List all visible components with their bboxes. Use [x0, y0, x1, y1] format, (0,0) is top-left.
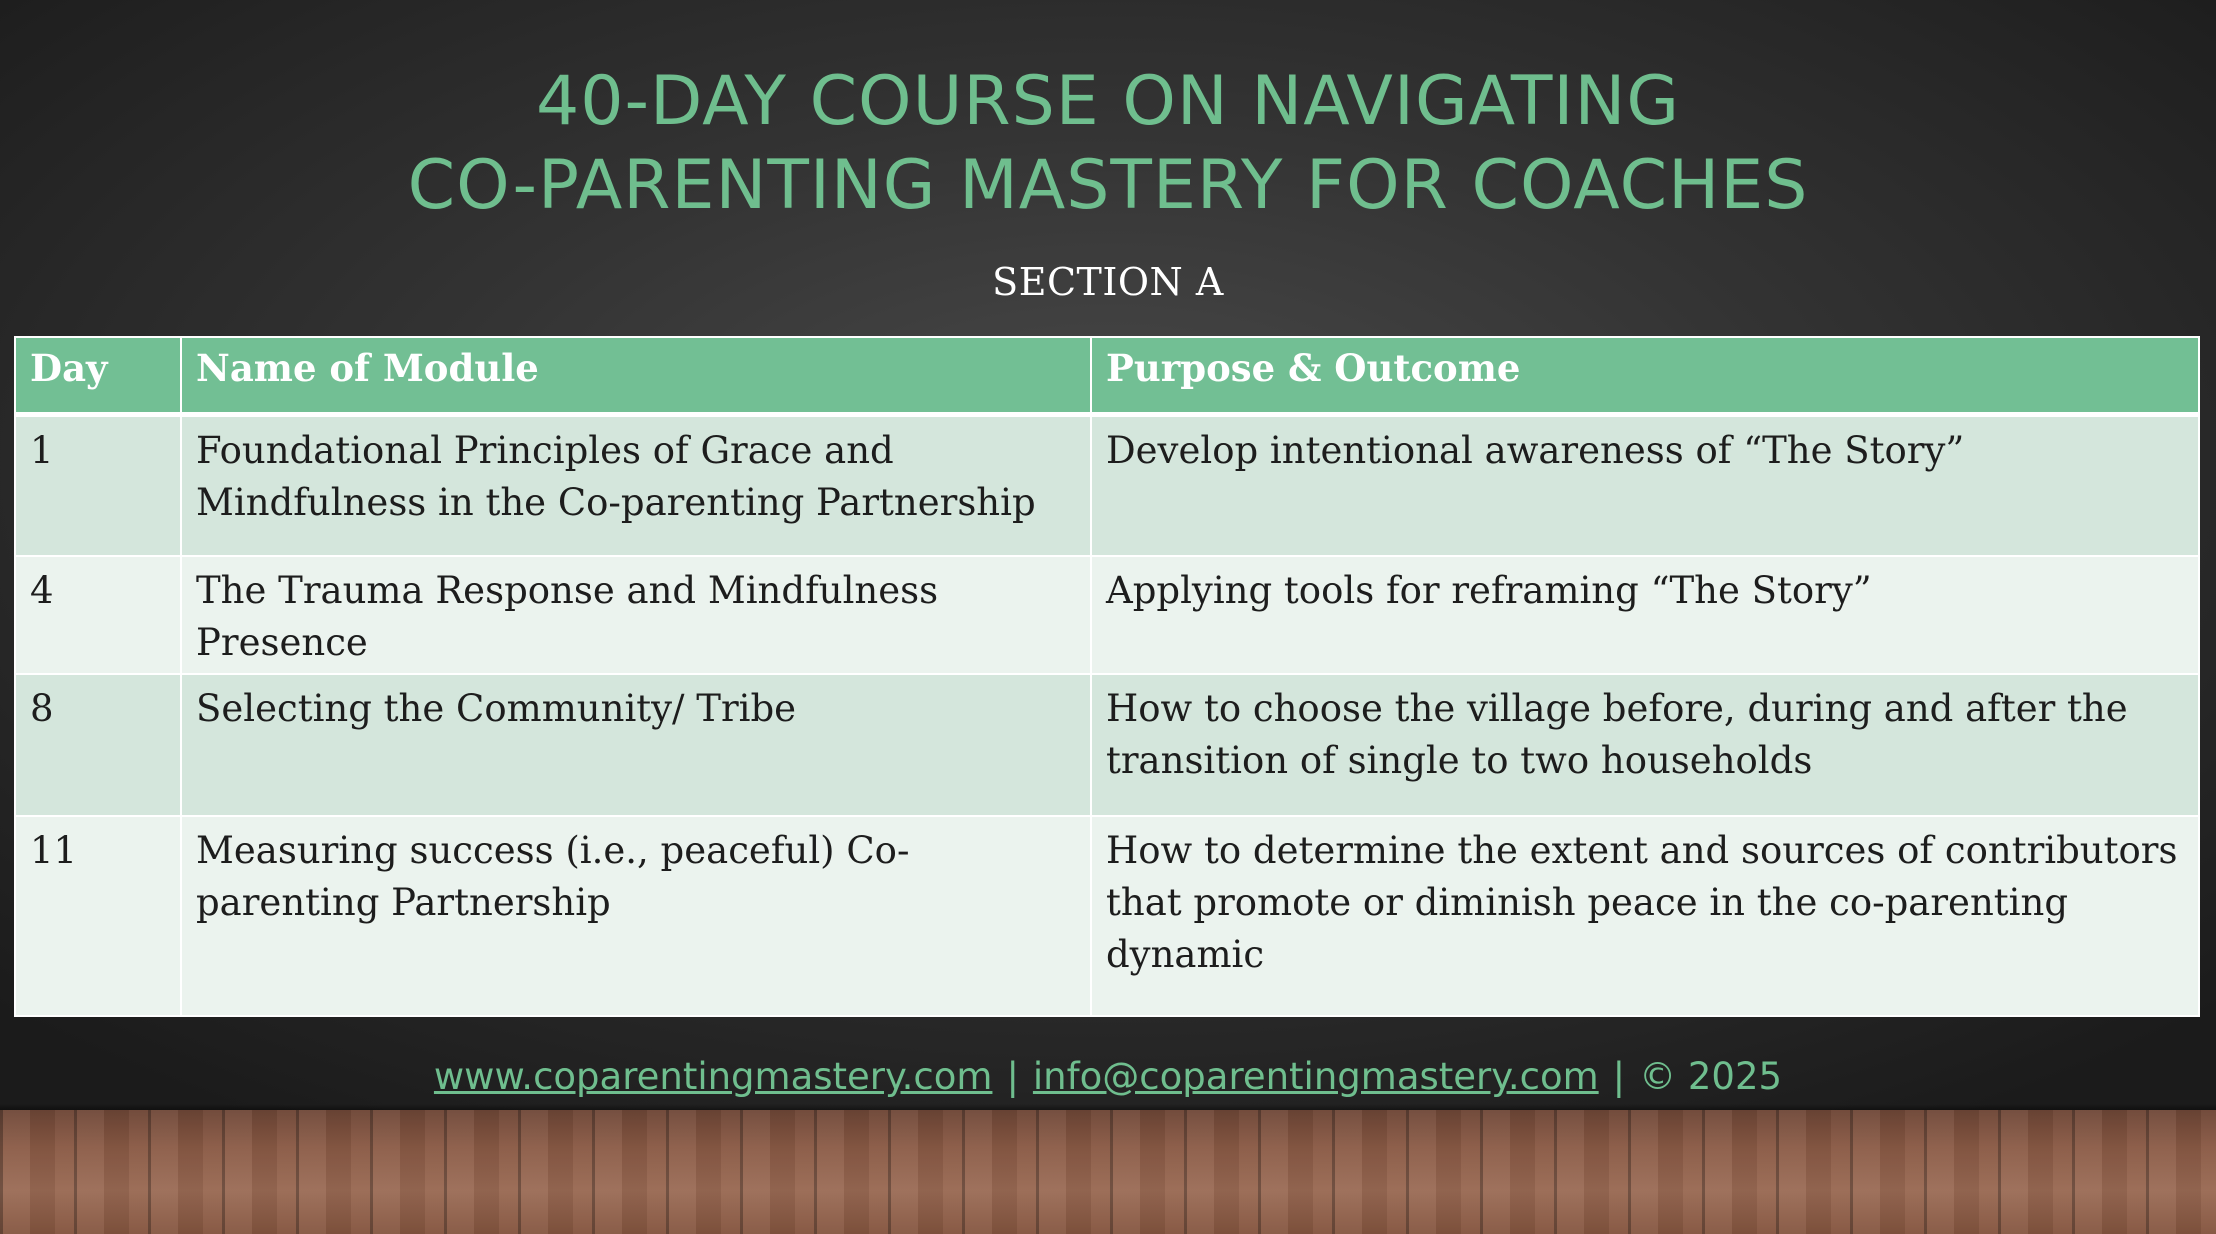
table-row — [15, 816, 2199, 1016]
copyright: © 2025 — [1639, 1055, 1783, 1098]
title-line-1: 40-DAY COURSE ON NAVIGATING — [535, 62, 1681, 141]
footer — [0, 1052, 2216, 1102]
header-day: Day — [15, 337, 181, 415]
cell-module: Selecting the Community/ Tribe — [181, 674, 1091, 816]
cell-module: Measuring success (i.e., peaceful) Co-parenting Partnership — [181, 816, 1091, 1016]
footer-separator: | — [1612, 1055, 1626, 1098]
cell-day: 1 — [15, 415, 181, 557]
title-line-2: CO-PARENTING MASTERY FOR COACHES — [407, 146, 1809, 225]
section-label: SECTION A — [992, 260, 1224, 304]
table-row — [15, 415, 2199, 557]
cell-module: The Trauma Response and Mindfulness Presence — [181, 556, 1091, 674]
table-header-row — [15, 337, 2199, 415]
cell-purpose: Applying tools for reframing “The Story” — [1091, 556, 2199, 674]
cell-purpose: How to choose the village before, during and after the transition of single to two households — [1091, 674, 2199, 816]
module-table — [14, 336, 2200, 1017]
email-link[interactable]: info@coparentingmastery.com — [1032, 1055, 1599, 1098]
cell-purpose: How to determine the extent and sources of contributors that promote or diminish peace in the co-parenting dynamic — [1091, 816, 2199, 1016]
footer-separator: | — [1006, 1055, 1019, 1098]
table-row — [15, 556, 2199, 674]
cell-module: Foundational Principles of Grace and Mindfulness in the Co-parenting Partnership — [181, 415, 1091, 557]
header-module: Name of Module — [181, 337, 1091, 415]
slide-title — [0, 60, 2216, 228]
header-purpose: Purpose & Outcome — [1091, 337, 2199, 415]
cell-day: 11 — [15, 816, 181, 1016]
table-row — [15, 674, 2199, 816]
cell-day: 4 — [15, 556, 181, 674]
cell-day: 8 — [15, 674, 181, 816]
wood-floor — [0, 1110, 2216, 1234]
website-link[interactable]: www.coparentingmastery.com — [433, 1055, 993, 1098]
cell-purpose: Develop intentional awareness of “The Story” — [1091, 415, 2199, 557]
